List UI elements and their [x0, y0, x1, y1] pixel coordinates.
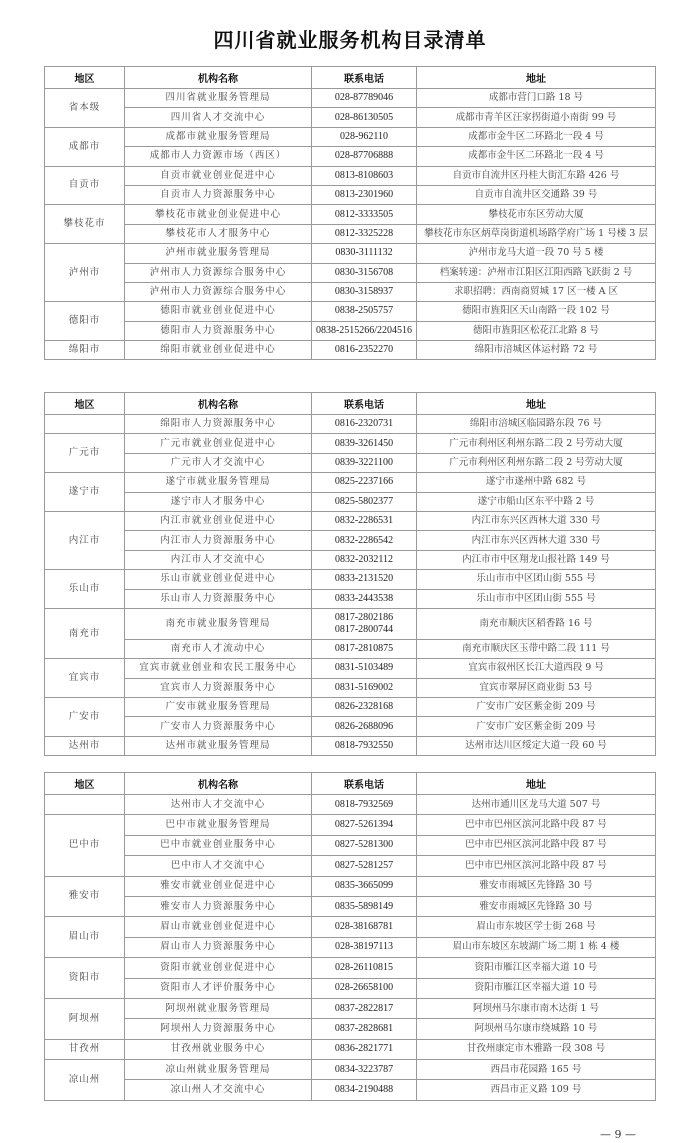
- name-cell: 乐山市就业创业促进中心: [125, 570, 312, 589]
- table-row: [45, 1080, 656, 1100]
- table-row: [45, 639, 656, 658]
- name-cell: 阿坝州人力资源服务中心: [125, 1019, 312, 1039]
- phone-cell: 028-38168781: [312, 917, 417, 937]
- address-cell: 德阳市旌阳区天山南路一段 102 号: [417, 302, 656, 321]
- phone-cell: 0826-2328168: [312, 698, 417, 717]
- address-cell: 攀枝花市东区劳动大厦: [417, 205, 656, 224]
- name-cell: 泸州市人力资源综合服务中心: [125, 282, 312, 301]
- table-row: [45, 302, 656, 321]
- table-row: [45, 876, 656, 896]
- table-row: [45, 415, 656, 434]
- region-cell: 自贡市: [45, 166, 125, 205]
- address-cell: 广元市利州区利州东路二段 2 号劳动大厦: [417, 453, 656, 472]
- address-cell: 内江市东兴区西林大道 330 号: [417, 531, 656, 550]
- name-cell: 南充市就业服务管理局: [125, 608, 312, 639]
- table-row: [45, 434, 656, 453]
- phone-cell: 0838-2515266/2204516: [312, 321, 417, 340]
- name-cell: 内江市人力资源服务中心: [125, 531, 312, 550]
- table-row: [45, 795, 656, 815]
- name-cell: 攀枝花市人才服务中心: [125, 224, 312, 243]
- name-cell: 遂宁市就业服务管理局: [125, 473, 312, 492]
- table-row: [45, 958, 656, 978]
- table-row: [45, 473, 656, 492]
- table-row: [45, 224, 656, 243]
- name-cell: 攀枝花市就业创业促进中心: [125, 205, 312, 224]
- phone-cell: 0832-2286542: [312, 531, 417, 550]
- column-header-name: 机构名称: [125, 773, 312, 795]
- table-row: [45, 321, 656, 340]
- address-cell: 西昌市正义路 109 号: [417, 1080, 656, 1100]
- region-cell: 宜宾市: [45, 659, 125, 698]
- table-row: [45, 998, 656, 1018]
- table-row: [45, 736, 656, 755]
- region-cell: 巴中市: [45, 815, 125, 876]
- name-cell: 宜宾市人力资源服务中心: [125, 678, 312, 697]
- table-row: [45, 1060, 656, 1080]
- address-cell: 雅安市雨城区先锋路 30 号: [417, 896, 656, 916]
- region-cell: 南充市: [45, 608, 125, 658]
- name-cell: 巴中市就业创业服务中心: [125, 835, 312, 855]
- name-cell: 凉山州就业服务管理局: [125, 1060, 312, 1080]
- name-cell: 宜宾市就业创业和农民工服务中心: [125, 659, 312, 678]
- address-cell: 内江市东兴区西林大道 330 号: [417, 511, 656, 530]
- name-cell: 巴中市就业服务管理局: [125, 815, 312, 835]
- region-cell: 雅安市: [45, 876, 125, 917]
- name-cell: 成都市人力资源市场（西区）: [125, 147, 312, 166]
- phone-cell: 0833-2443538: [312, 589, 417, 608]
- phone-cell: 0825-2237166: [312, 473, 417, 492]
- region-cell: 攀枝花市: [45, 205, 125, 244]
- address-cell: 成都市金牛区二环路北一段 4 号: [417, 127, 656, 146]
- table-row: [45, 1039, 656, 1059]
- address-cell: 德阳市旌阳区松花江北路 8 号: [417, 321, 656, 340]
- region-cell: 成都市: [45, 127, 125, 166]
- column-header-region: 地区: [45, 393, 125, 415]
- address-cell: 成都市营门口路 18 号: [417, 89, 656, 108]
- phone-cell: 0835-3665099: [312, 876, 417, 896]
- address-cell: 南充市顺庆区稻香路 16 号: [417, 608, 656, 639]
- region-cell: 凉山州: [45, 1060, 125, 1101]
- phone-cell: 028-26658100: [312, 978, 417, 998]
- table-header-row: [45, 67, 656, 89]
- phone-cell: 0818-7932569: [312, 795, 417, 815]
- address-cell: 南充市顺庆区玉带中路二段 111 号: [417, 639, 656, 658]
- region-cell: 内江市: [45, 511, 125, 569]
- name-cell: 自贡市就业创业促进中心: [125, 166, 312, 185]
- region-cell: 遂宁市: [45, 473, 125, 512]
- address-cell: 内江市市中区翔龙山报社路 149 号: [417, 550, 656, 569]
- table-row: [45, 717, 656, 736]
- table-row: [45, 1019, 656, 1039]
- phone-cell: 0816-2352270: [312, 341, 417, 360]
- name-cell: 绵阳市人力资源服务中心: [125, 415, 312, 434]
- phone-cell: 0832-2286531: [312, 511, 417, 530]
- name-cell: 广安市人力资源服务中心: [125, 717, 312, 736]
- address-cell: 巴中市巴州区滨河北路中段 87 号: [417, 815, 656, 835]
- address-cell: 广元市利州区利州东路二段 2 号劳动大厦: [417, 434, 656, 453]
- table-row: [45, 856, 656, 876]
- phone-cell: 0839-3261450: [312, 434, 417, 453]
- address-cell: 巴中市巴州区滨河北路中段 87 号: [417, 835, 656, 855]
- name-cell: 乐山市人力资源服务中心: [125, 589, 312, 608]
- address-cell: 自贡市自流井区交通路 39 号: [417, 185, 656, 204]
- address-cell: 巴中市巴州区滨河北路中段 87 号: [417, 856, 656, 876]
- phone-cell: 0833-2131520: [312, 570, 417, 589]
- phone-cell: 0837-2822817: [312, 998, 417, 1018]
- region-cell: 乐山市: [45, 570, 125, 609]
- phone-cell: 028-87789046: [312, 89, 417, 108]
- table-row: [45, 835, 656, 855]
- phone-cell: 028-962110: [312, 127, 417, 146]
- phone-cell: 0812-3325228: [312, 224, 417, 243]
- address-cell: 达州市达川区绥定大道一段 60 号: [417, 736, 656, 755]
- address-cell: 档案转递：泸州市江阳区江阳西路飞跃街 2 号: [417, 263, 656, 282]
- name-cell: 巴中市人才交流中心: [125, 856, 312, 876]
- table-row: [45, 341, 656, 360]
- name-cell: 凉山州人才交流中心: [125, 1080, 312, 1100]
- table-row: [45, 896, 656, 916]
- address-cell: 攀枝花市东区炳草岗街道机场路学府广场 1 号楼 3 层: [417, 224, 656, 243]
- name-cell: 德阳市就业创业促进中心: [125, 302, 312, 321]
- address-cell: 甘孜州康定市木雅路一段 308 号: [417, 1039, 656, 1059]
- address-cell: 宜宾市叙州区长江大道西段 9 号: [417, 659, 656, 678]
- name-cell: 广元市就业创业促进中心: [125, 434, 312, 453]
- column-header-region: 地区: [45, 773, 125, 795]
- table-row: [45, 589, 656, 608]
- address-cell: 绵阳市涪城区体运村路 72 号: [417, 341, 656, 360]
- address-cell: 宜宾市翠屏区商业街 53 号: [417, 678, 656, 697]
- table-row: [45, 185, 656, 204]
- table-row: [45, 937, 656, 957]
- region-cell: 泸州市: [45, 244, 125, 302]
- table-row: [45, 698, 656, 717]
- table-row: [45, 89, 656, 108]
- phone-cell: 0835-5898149: [312, 896, 417, 916]
- name-cell: 雅安市人力资源服务中心: [125, 896, 312, 916]
- region-cell: 眉山市: [45, 917, 125, 958]
- region-cell: 德阳市: [45, 302, 125, 341]
- directory-table-1: [44, 66, 656, 360]
- name-cell: 眉山市就业创业促进中心: [125, 917, 312, 937]
- directory-table-3: [44, 772, 656, 1101]
- table-row: [45, 282, 656, 301]
- directory-table-2: [44, 392, 656, 756]
- column-header-name: 机构名称: [125, 393, 312, 415]
- address-cell: 阿坝州马尔康市绕城路 10 号: [417, 1019, 656, 1039]
- name-cell: 广安市就业服务管理局: [125, 698, 312, 717]
- name-cell: 广元市人才交流中心: [125, 453, 312, 472]
- name-cell: 眉山市人力资源服务中心: [125, 937, 312, 957]
- phone-cell: 0813-2301960: [312, 185, 417, 204]
- address-cell: 遂宁市船山区东平中路 2 号: [417, 492, 656, 511]
- phone-cell: 0827-5281300: [312, 835, 417, 855]
- address-cell: 资阳市雁江区幸福大道 10 号: [417, 978, 656, 998]
- phone-cell: 028-38197113: [312, 937, 417, 957]
- name-cell: 德阳市人力资源服务中心: [125, 321, 312, 340]
- name-cell: 达州市就业服务管理局: [125, 736, 312, 755]
- name-cell: 达州市人才交流中心: [125, 795, 312, 815]
- phone-cell: 0837-2828681: [312, 1019, 417, 1039]
- table-row: [45, 917, 656, 937]
- address-cell: 自贡市自流井区丹桂大街汇东路 426 号: [417, 166, 656, 185]
- phone-cell: 0818-7932550: [312, 736, 417, 755]
- phone-cell: 0832-2032112: [312, 550, 417, 569]
- phone-cell: 0812-3333505: [312, 205, 417, 224]
- phone-cell: 028-87706888: [312, 147, 417, 166]
- address-cell: 西昌市花园路 165 号: [417, 1060, 656, 1080]
- phone-cell: 0827-5281257: [312, 856, 417, 876]
- address-cell: 遂宁市遂州中路 682 号: [417, 473, 656, 492]
- table-row: [45, 659, 656, 678]
- phone-cell: 0836-2821771: [312, 1039, 417, 1059]
- table-row: [45, 978, 656, 998]
- address-cell: 求职招聘：西南商贸城 17 区一楼 A 区: [417, 282, 656, 301]
- table-row: [45, 108, 656, 127]
- table-header-row: [45, 393, 656, 415]
- address-cell: 眉山市东坡区东坡湖广场二期 1 栋 4 楼: [417, 937, 656, 957]
- name-cell: 甘孜州就业服务中心: [125, 1039, 312, 1059]
- name-cell: 雅安市就业创业促进中心: [125, 876, 312, 896]
- page-number: — 9 —: [600, 1128, 636, 1141]
- region-cell: 阿坝州: [45, 998, 125, 1039]
- address-cell: 成都市青羊区汪家拐街道小南街 99 号: [417, 108, 656, 127]
- table-header-row: [45, 773, 656, 795]
- phone-cell: 0830-3158937: [312, 282, 417, 301]
- name-cell: 绵阳市就业创业促进中心: [125, 341, 312, 360]
- name-cell: 四川省就业服务管理局: [125, 89, 312, 108]
- name-cell: 南充市人才流动中心: [125, 639, 312, 658]
- address-cell: 广安市广安区紫金街 209 号: [417, 698, 656, 717]
- phone-cell: 0838-2505757: [312, 302, 417, 321]
- table-row: [45, 244, 656, 263]
- phone-cell: 0817-2802186 0817-2800744: [312, 608, 417, 639]
- table-row: [45, 147, 656, 166]
- name-cell: 阿坝州就业服务管理局: [125, 998, 312, 1018]
- phone-cell: 0816-2320731: [312, 415, 417, 434]
- table-row: [45, 608, 656, 639]
- address-cell: 乐山市市中区团山街 555 号: [417, 589, 656, 608]
- name-cell: 泸州市就业服务管理局: [125, 244, 312, 263]
- region-cell: [45, 795, 125, 815]
- table-row: [45, 570, 656, 589]
- phone-cell: 0831-5103489: [312, 659, 417, 678]
- name-cell: 内江市人才交流中心: [125, 550, 312, 569]
- table-row: [45, 531, 656, 550]
- region-cell: 省本级: [45, 89, 125, 128]
- address-cell: 绵阳市涪城区临园路东段 76 号: [417, 415, 656, 434]
- column-header-phone: 联系电话: [312, 67, 417, 89]
- phone-cell: 028-86130505: [312, 108, 417, 127]
- address-cell: 眉山市东坡区学士街 268 号: [417, 917, 656, 937]
- region-cell: 绵阳市: [45, 341, 125, 360]
- phone-cell: 0830-3111132: [312, 244, 417, 263]
- phone-cell: 0827-5261394: [312, 815, 417, 835]
- name-cell: 成都市就业服务管理局: [125, 127, 312, 146]
- phone-cell: 028-26110815: [312, 958, 417, 978]
- column-header-region: 地区: [45, 67, 125, 89]
- address-cell: 广安市广安区紫金街 209 号: [417, 717, 656, 736]
- address-cell: 雅安市雨城区先锋路 30 号: [417, 876, 656, 896]
- table-row: [45, 263, 656, 282]
- table-row: [45, 453, 656, 472]
- column-header-address: 地址: [417, 393, 656, 415]
- address-cell: 达州市通川区龙马大道 507 号: [417, 795, 656, 815]
- phone-cell: 0834-3223787: [312, 1060, 417, 1080]
- name-cell: 资阳市就业创业促进中心: [125, 958, 312, 978]
- name-cell: 内江市就业创业促进中心: [125, 511, 312, 530]
- column-header-phone: 联系电话: [312, 393, 417, 415]
- phone-cell: 0813-8108603: [312, 166, 417, 185]
- column-header-address: 地址: [417, 773, 656, 795]
- phone-cell: 0830-3156708: [312, 263, 417, 282]
- table-row: [45, 166, 656, 185]
- phone-cell: 0826-2688096: [312, 717, 417, 736]
- region-cell: 广安市: [45, 698, 125, 737]
- name-cell: 资阳市人才评价服务中心: [125, 978, 312, 998]
- region-cell: 达州市: [45, 736, 125, 755]
- column-header-name: 机构名称: [125, 67, 312, 89]
- region-cell: [45, 415, 125, 434]
- address-cell: 资阳市雁江区幸福大道 10 号: [417, 958, 656, 978]
- phone-cell: 0817-2810875: [312, 639, 417, 658]
- table-row: [45, 127, 656, 146]
- table-row: [45, 492, 656, 511]
- address-cell: 乐山市市中区团山街 555 号: [417, 570, 656, 589]
- phone-cell: 0839-3221100: [312, 453, 417, 472]
- region-cell: 资阳市: [45, 958, 125, 999]
- phone-cell: 0834-2190488: [312, 1080, 417, 1100]
- table-row: [45, 678, 656, 697]
- column-header-address: 地址: [417, 67, 656, 89]
- name-cell: 遂宁市人才服务中心: [125, 492, 312, 511]
- address-cell: 阿坝州马尔康市南木达街 1 号: [417, 998, 656, 1018]
- name-cell: 四川省人才交流中心: [125, 108, 312, 127]
- column-header-phone: 联系电话: [312, 773, 417, 795]
- address-cell: 成都市金牛区二环路北一段 4 号: [417, 147, 656, 166]
- region-cell: 广元市: [45, 434, 125, 473]
- table-row: [45, 205, 656, 224]
- table-row: [45, 815, 656, 835]
- phone-cell: 0825-5802377: [312, 492, 417, 511]
- address-cell: 泸州市龙马大道一段 70 号 5 楼: [417, 244, 656, 263]
- table-row: [45, 550, 656, 569]
- name-cell: 泸州市人力资源综合服务中心: [125, 263, 312, 282]
- phone-cell: 0831-5169002: [312, 678, 417, 697]
- name-cell: 自贡市人力资源服务中心: [125, 185, 312, 204]
- page-title: 四川省就业服务机构目录清单: [213, 28, 487, 52]
- table-row: [45, 511, 656, 530]
- region-cell: 甘孜州: [45, 1039, 125, 1059]
